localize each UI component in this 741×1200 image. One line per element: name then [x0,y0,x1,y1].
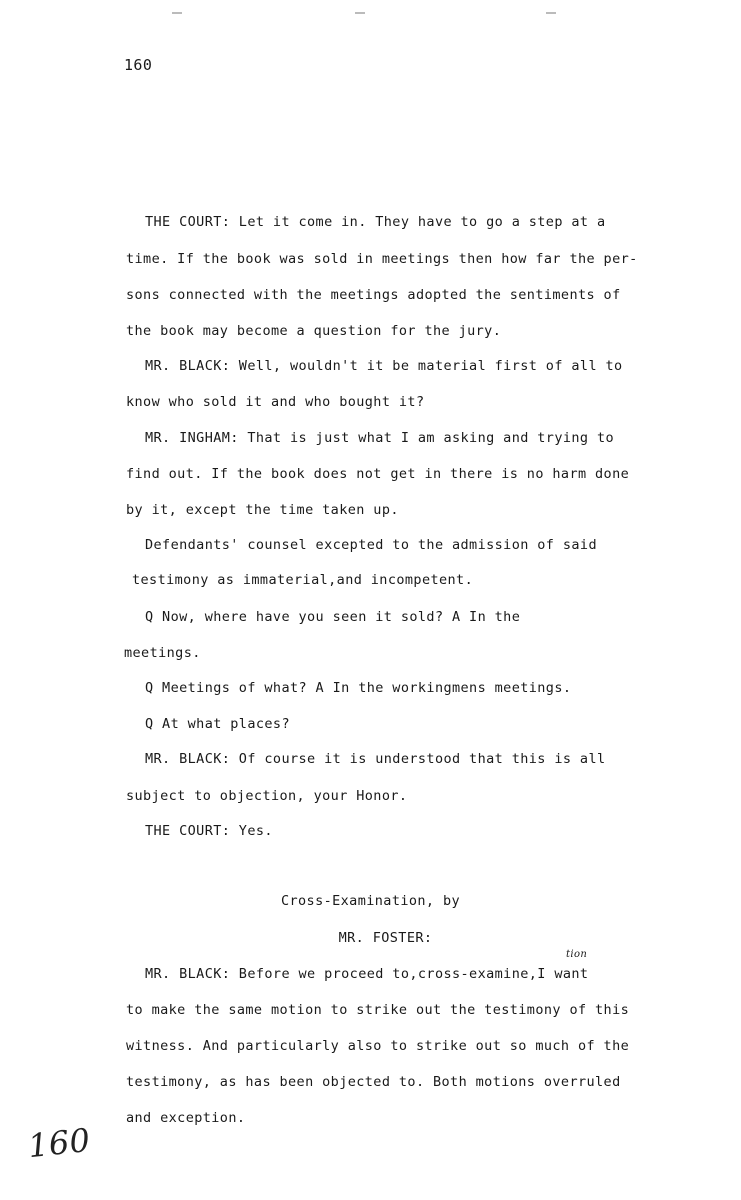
transcript-line: THE COURT: Let it come in. They have to go a step at a [145,214,606,230]
transcript-line: MR. BLACK: Before we proceed to,cross-examine,I want [145,966,589,982]
scan-mark [172,12,182,14]
page-number: 160 [124,56,153,74]
transcript-line: and exception. [126,1110,246,1126]
transcript-line: subject to objection, your Honor. [126,788,408,804]
transcript-line: MR. BLACK: Well, wouldn't it be material first of all to [145,358,623,374]
transcript-line: Q Meetings of what? A In the workingmens meetings. [145,680,572,696]
transcript-line: the book may become a question for the jury. [126,323,502,339]
cross-examination-attorney: MR. FOSTER: [338,930,433,946]
transcript-line: to make the same motion to strike out the testimony of this [126,1002,630,1018]
transcript-line: testimony as immaterial,and incompetent. [132,572,474,588]
transcript-line: witness. And particularly also to strike out so much of the [126,1038,630,1054]
transcript-line: MR. INGHAM: That is just what I am asking and trying to [145,430,615,446]
transcript-line: Q At what places? [145,716,290,732]
transcript-line: Defendants' counsel excepted to the admission of said [145,537,597,553]
transcript-line: sons connected with the meetings adopted the sentiments of [126,287,621,303]
transcript-line: by it, except the time taken up. [126,502,399,518]
handwritten-page-number: 160 [26,1120,93,1166]
transcript-line: know who sold it and who bought it? [126,394,425,410]
scan-mark [355,12,365,14]
transcript-line: MR. BLACK: Of course it is understood that this is all [145,751,606,767]
transcript-line: meetings. [124,645,201,661]
scan-mark [546,12,556,14]
handwritten-insertion: tion [566,949,588,960]
cross-examination-heading: Cross-Examination, by [280,893,461,909]
transcript-line: testimony, as has been objected to. Both motions overruled [126,1074,621,1090]
transcript-line: find out. If the book does not get in there is no harm done [126,466,630,482]
transcript-line: THE COURT: Yes. [145,823,273,839]
transcript-line: Q Now, where have you seen it sold? A In the [145,609,521,625]
transcript-line: time. If the book was sold in meetings then how far the per- [126,251,638,267]
